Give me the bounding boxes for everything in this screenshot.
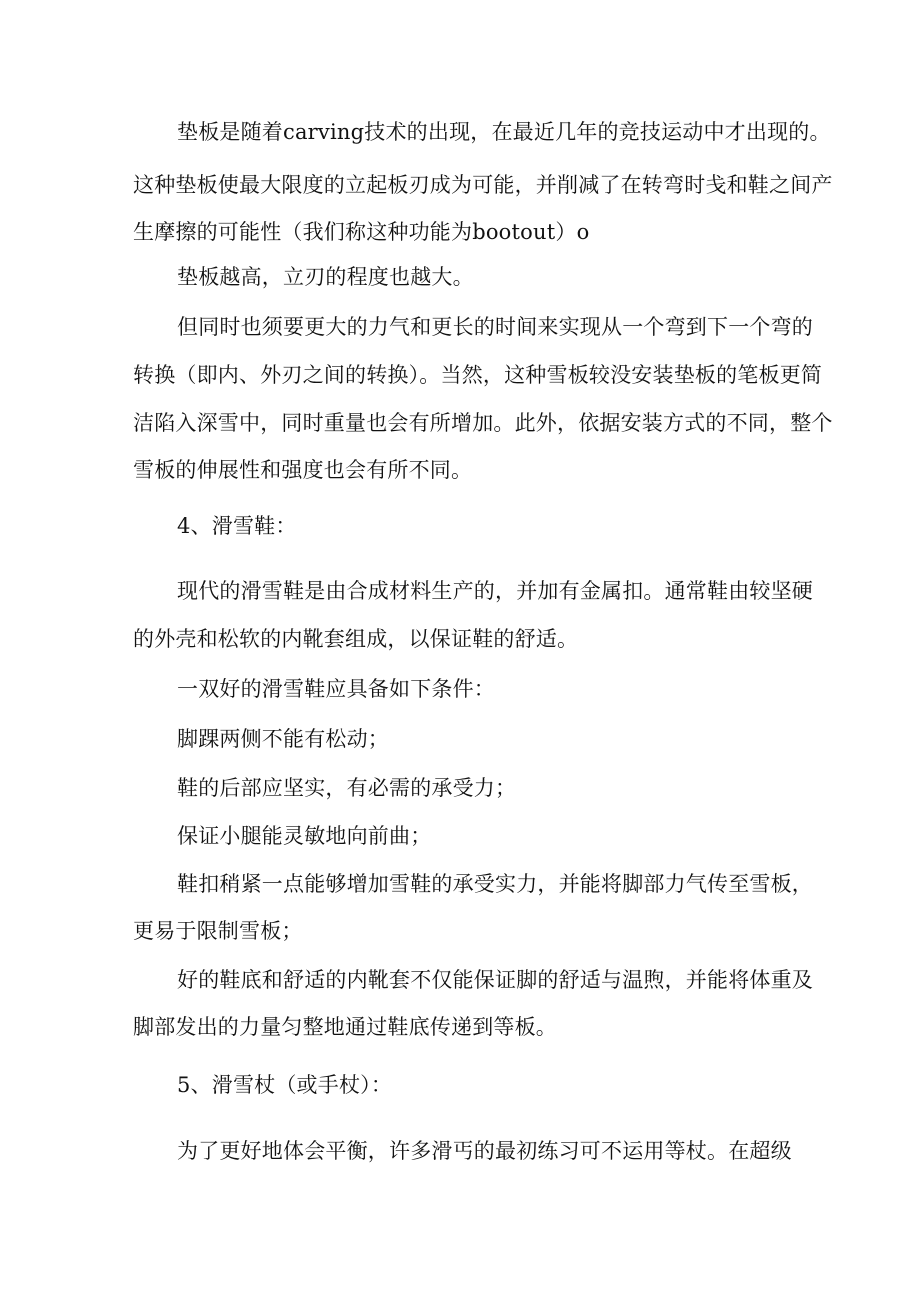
- paragraph-10-line-2: 更易于限制雪板；: [133, 919, 303, 943]
- paragraph-11-line-1: 好的鞋底和舒适的内靴套不仅能保证脚的舒适与温煦，并能将体重及: [177, 968, 813, 992]
- paragraph-9-line-1: 保证小腿能灵敏地向前曲；: [177, 824, 432, 848]
- paragraph-11-line-2: 脚部发出的力量匀整地通过鞋底传递到等板。: [133, 1015, 557, 1039]
- paragraph-13-line-1: 为了更好地体会平衡，许多滑丐的最初练习可不运用等杖。在超级: [177, 1139, 792, 1163]
- paragraph-3-line-4: 雪板的伸展性和强度也会有所不同。: [133, 458, 473, 482]
- section-heading-shoes: 4、滑雪鞋：: [177, 514, 297, 538]
- paragraph-3-line-1: 但同时也须要更大的力气和更长的时间来实现从一个弯到下一个弯的: [177, 315, 813, 339]
- paragraph-2-line-1: 垫板越高，立刃的程度也越大。: [177, 265, 474, 289]
- paragraph-3-line-3: 洁陷入深雪中，同时重量也会有所增加。此外，依据安装方式的不同，整个: [133, 411, 833, 435]
- paragraph-5-line-2: 的外壳和松软的内靴套组成，以保证鞋的舒适。: [133, 627, 579, 651]
- section-heading-poles: 5、滑雪杖（或手杖）：: [177, 1073, 393, 1097]
- paragraph-1-line-2: 这种垫板使最大限度的立起板刃成为可能，并削减了在转弯时戋和鞋之间产: [133, 173, 833, 197]
- paragraph-1-line-1: 垫板是随着carving技术的出现，在最近几年的竞技运动中才出现的。: [177, 120, 831, 144]
- paragraph-5-line-1: 现代的滑雪鞋是由合成材料生产的，并加有金属扣。通常鞋由较坚硬: [177, 579, 813, 603]
- paragraph-8-line-1: 鞋的后部应坚实，有必需的承受力；: [177, 776, 517, 800]
- paragraph-10-line-1: 鞋扣稍紧一点能够增加雪鞋的承受实力，并能将脚部力气传至雪板，: [177, 872, 813, 896]
- paragraph-7-line-1: 脚踝两侧不能有松动；: [177, 727, 389, 751]
- paragraph-6-line-1: 一双好的滑雪鞋应具备如下条件：: [177, 677, 495, 701]
- paragraph-1-line-3: 生摩擦的可能性（我们称这种功能为bootout）o: [133, 220, 590, 244]
- paragraph-3-line-2: 转换（即内、外刃之间的转换）。当然，这种雪板较没安装垫板的笔板更简: [133, 363, 823, 387]
